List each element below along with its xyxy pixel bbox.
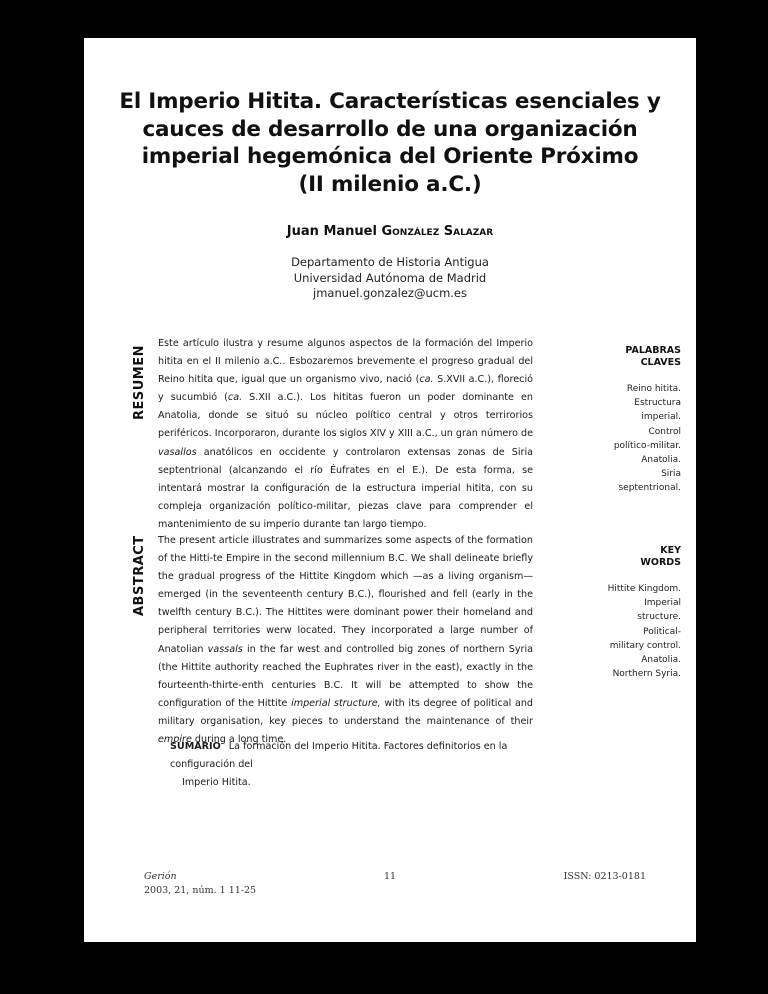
keyword-item: Control: [648, 426, 681, 437]
keyword-item: Siria: [661, 469, 681, 480]
keyword-item: septentrional.: [618, 483, 681, 494]
abstract-text: The present article illustrates and summarizes some aspects of the formation of the Hitti-te Empire in the second millennium B.C. We shall delineate briefly the gradual progress of the Hittite Kingdom which —as a living organism— emerged (in the seventeenth century B.C.), flourished and fell (early in the twelfth century B.C.). The Hittites were dominant power their homeland and peripheral territories werw located. They incorporated a large number of Anatolian vassals in the far west and controlled big zones of northern Syria (the Hittite authority reached the Euphrates river in the east), exactly in the fourteenth-thirte-enth centuries B.C. It will be attempted to show the configuration of the Hittite imperial structure, with its degree of political and military organisation, key pieces to understand the maintenance of their empire during a long time.: [158, 535, 534, 746]
keyword-item: Northern Syria.: [612, 669, 681, 680]
resumen-text: Este artículo ilustra y resume algunos aspectos de la formación del Imperio hitita en el II milenio a.C.. Esbozaremos brevemente el progreso gradual del Reino hitita que, igual que un organismo vivo, nació (ca. S.XVII a.C.), floreció y sucumbió (ca. S.XII a.C.). Los hititas fueron un poder dominante en Anatolia, donde se situó su núcleo político central y otros terrirorios periféricos. Incorporaron, durante los siglos XIV y XIII a.C., un gran número de vasallos anatólicos en occidente y controlaron extensas zonas de Siria septentrional (alcanzando el río Éufrates en el E.). De esta forma, se intentará mostrar la configuración de la estructura imperial hitita, con su compleja organización político-militar, piezas clave para comprender el mantenimiento de su imperio durante tan largo tiempo.: [158, 338, 533, 530]
journal-volume: 2003, 21, núm. 1 11-25: [144, 885, 257, 896]
keyword-item: military control.: [609, 640, 681, 651]
title-line: El Imperio Hitita. Características esenciales y: [119, 89, 661, 114]
author-surname: González Salazar: [381, 224, 494, 239]
university: Universidad Autónoma de Madrid: [293, 270, 487, 285]
keyword-item: Hittite Kingdom.: [607, 584, 681, 594]
department: Departamento de Historia Antigua: [291, 255, 489, 269]
keyword-item: imperial.: [641, 412, 681, 423]
resumen-label: RESUMEN: [132, 344, 147, 420]
author-given-name: Juan Manuel: [286, 224, 377, 239]
keyword-item: Anatolia.: [641, 655, 681, 666]
affiliation: [84, 255, 696, 302]
key-words-heading: KEY WORDS: [640, 545, 681, 568]
page-number: 11: [383, 871, 397, 882]
keyword-item: Anatolia.: [641, 455, 681, 466]
key-words: [586, 545, 681, 681]
abstract-label: ABSTRACT: [132, 535, 147, 616]
document-page: [84, 38, 696, 942]
keyword-item: Estructura: [634, 398, 681, 409]
sumario-label: SUMARIO: [170, 741, 221, 752]
email-link[interactable]: jmanuel.gonzalez@ucm.es: [313, 286, 467, 300]
sumario-text-cont: Imperio Hitita.: [182, 777, 251, 788]
title-line: cauces de desarrollo de una organización: [142, 116, 638, 142]
issn: ISSN: 0213-0181: [563, 871, 646, 882]
keyword-item: Imperial: [644, 598, 681, 609]
article-title: [84, 88, 696, 198]
title-line: imperial hegemónica del Oriente Próximo: [141, 144, 639, 169]
author-name: [84, 224, 696, 239]
keyword-item: político-militar.: [613, 440, 681, 451]
title-line: (II milenio a.C.): [298, 171, 482, 197]
sumario-text: La formación del Imperio Hitita. Factores definitorios en la configuración del: [170, 741, 508, 770]
palabras-claves-heading: PALABRAS CLAVES: [625, 345, 681, 368]
palabras-claves: [586, 345, 681, 496]
journal-name: Gerión: [144, 871, 177, 882]
sumario: [170, 738, 540, 792]
keyword-item: Reino hitita.: [626, 384, 681, 394]
keyword-item: Political-: [643, 626, 681, 637]
keyword-item: structure.: [637, 612, 681, 623]
